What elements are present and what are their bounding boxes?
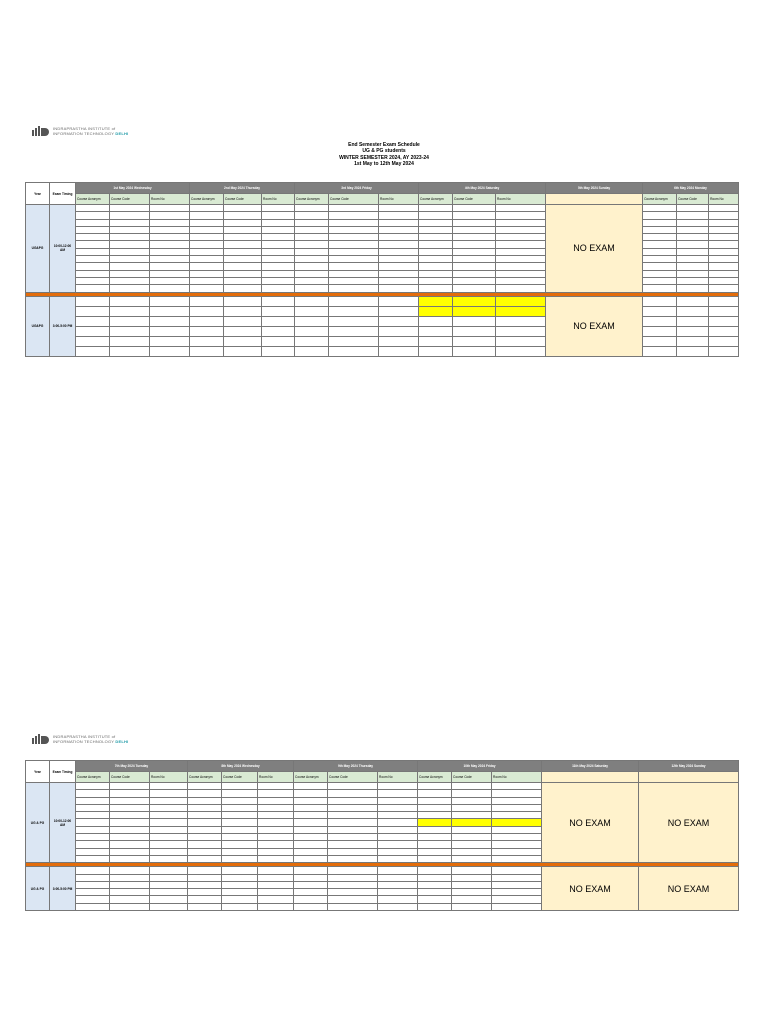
col-code: Course Code: [328, 772, 378, 783]
col-acronym: Course Acronym: [76, 194, 110, 205]
time-cell: 10:00-12:00 AM: [50, 783, 76, 863]
year-header: Year: [26, 183, 50, 205]
day-header: 8th May 2024 Wednesday: [188, 761, 294, 772]
day-header: 11th May 2024 Saturday: [542, 761, 639, 772]
time-cell: 3:00-5:00 PM: [50, 296, 76, 356]
day-header: 5th May 2024 Sunday: [546, 183, 643, 194]
logo-line-2-delhi: DELHI: [115, 739, 129, 744]
col-room: Room No: [496, 194, 546, 205]
year-cell: UG & PG: [26, 783, 50, 863]
day-header: 1st May 2024 Wednesday: [76, 183, 190, 194]
time-cell: 3:00-5:00 PM: [50, 867, 76, 911]
timing-header: Exam Timing: [50, 183, 76, 205]
logo-line-2: INFORMATION TECHNOLOGY: [53, 131, 115, 136]
col-room: Room No: [709, 194, 739, 205]
no-exam-cell: NO EXAM: [546, 296, 643, 356]
day-header: 4th May 2024 Saturday: [419, 183, 546, 194]
year-cell: UG&PG: [26, 205, 50, 293]
no-exam-cell: NO EXAM: [639, 867, 739, 911]
no-exam-cell: NO EXAM: [542, 867, 639, 911]
logo-line-1: INDRAPRASTHA INSTITUTE of: [53, 126, 116, 131]
year-cell: UG & PG: [26, 867, 50, 911]
col-code: Course Code: [329, 194, 379, 205]
col-acronym: Course Acronym: [294, 772, 328, 783]
col-acronym: Course Acronym: [188, 772, 222, 783]
col-code: Course Code: [110, 772, 150, 783]
schedule-titles: [0, 142, 768, 168]
timing-header: Exam Timing: [50, 761, 76, 783]
col-acronym: Course Acronym: [418, 772, 452, 783]
day-header: 12th May 2024 Sunday: [639, 761, 739, 772]
col-room: Room No: [150, 194, 190, 205]
schedule-table-2: [25, 760, 739, 911]
col-room: Room No: [262, 194, 295, 205]
col-code: Course Code: [453, 194, 496, 205]
col-acronym: Course Acronym: [190, 194, 224, 205]
time-cell: 10:00-12:00 AM: [50, 205, 76, 293]
day-header: 6th May 2024 Monday: [643, 183, 739, 194]
col-room: Room No: [492, 772, 542, 783]
institute-logo: [32, 126, 128, 136]
col-code: Course Code: [110, 194, 150, 205]
no-exam-cell: NO EXAM: [639, 783, 739, 863]
title-line-4: 1st May to 12th May 2024: [354, 161, 414, 168]
schedule-table-1: [25, 182, 739, 357]
col-code: Course Code: [677, 194, 709, 205]
title-line-1: End Semester Exam Schedule: [348, 142, 420, 148]
day-header: 7th May 2024 Tuesday: [76, 761, 188, 772]
logo-line-2: INFORMATION TECHNOLOGY: [53, 739, 115, 744]
day-header: 9th May 2024 Thursday: [294, 761, 418, 772]
day-header: 2nd May 2024 Thursday: [190, 183, 295, 194]
year-header: Year: [26, 761, 50, 783]
day-header: 10th May 2024 Friday: [418, 761, 542, 772]
col-room: Room No: [150, 772, 188, 783]
title-line-2: UG & PG students: [362, 148, 406, 155]
col-code: Course Code: [452, 772, 492, 783]
no-exam-cell: NO EXAM: [546, 205, 643, 293]
day-header: 3rd May 2024 Friday: [295, 183, 419, 194]
col-code: Course Code: [222, 772, 258, 783]
col-code: Course Code: [224, 194, 262, 205]
logo-mark-icon: [32, 734, 49, 744]
year-cell: UG&PG: [26, 296, 50, 356]
col-room: Room No: [378, 772, 418, 783]
no-exam-cell: NO EXAM: [542, 783, 639, 863]
logo-line-2-delhi: DELHI: [115, 131, 129, 136]
col-room: Room No: [258, 772, 294, 783]
col-acronym: Course Acronym: [419, 194, 453, 205]
logo-mark-icon: [32, 126, 49, 136]
col-acronym: Course Acronym: [76, 772, 110, 783]
col-acronym: Course Acronym: [643, 194, 677, 205]
institute-logo: [32, 734, 128, 744]
title-line-3: WINTER SEMESTER 2024, AY 2023-24: [339, 154, 429, 161]
logo-line-1: INDRAPRASTHA INSTITUTE of: [53, 734, 116, 739]
col-acronym: Course Acronym: [295, 194, 329, 205]
col-room: Room No: [379, 194, 419, 205]
